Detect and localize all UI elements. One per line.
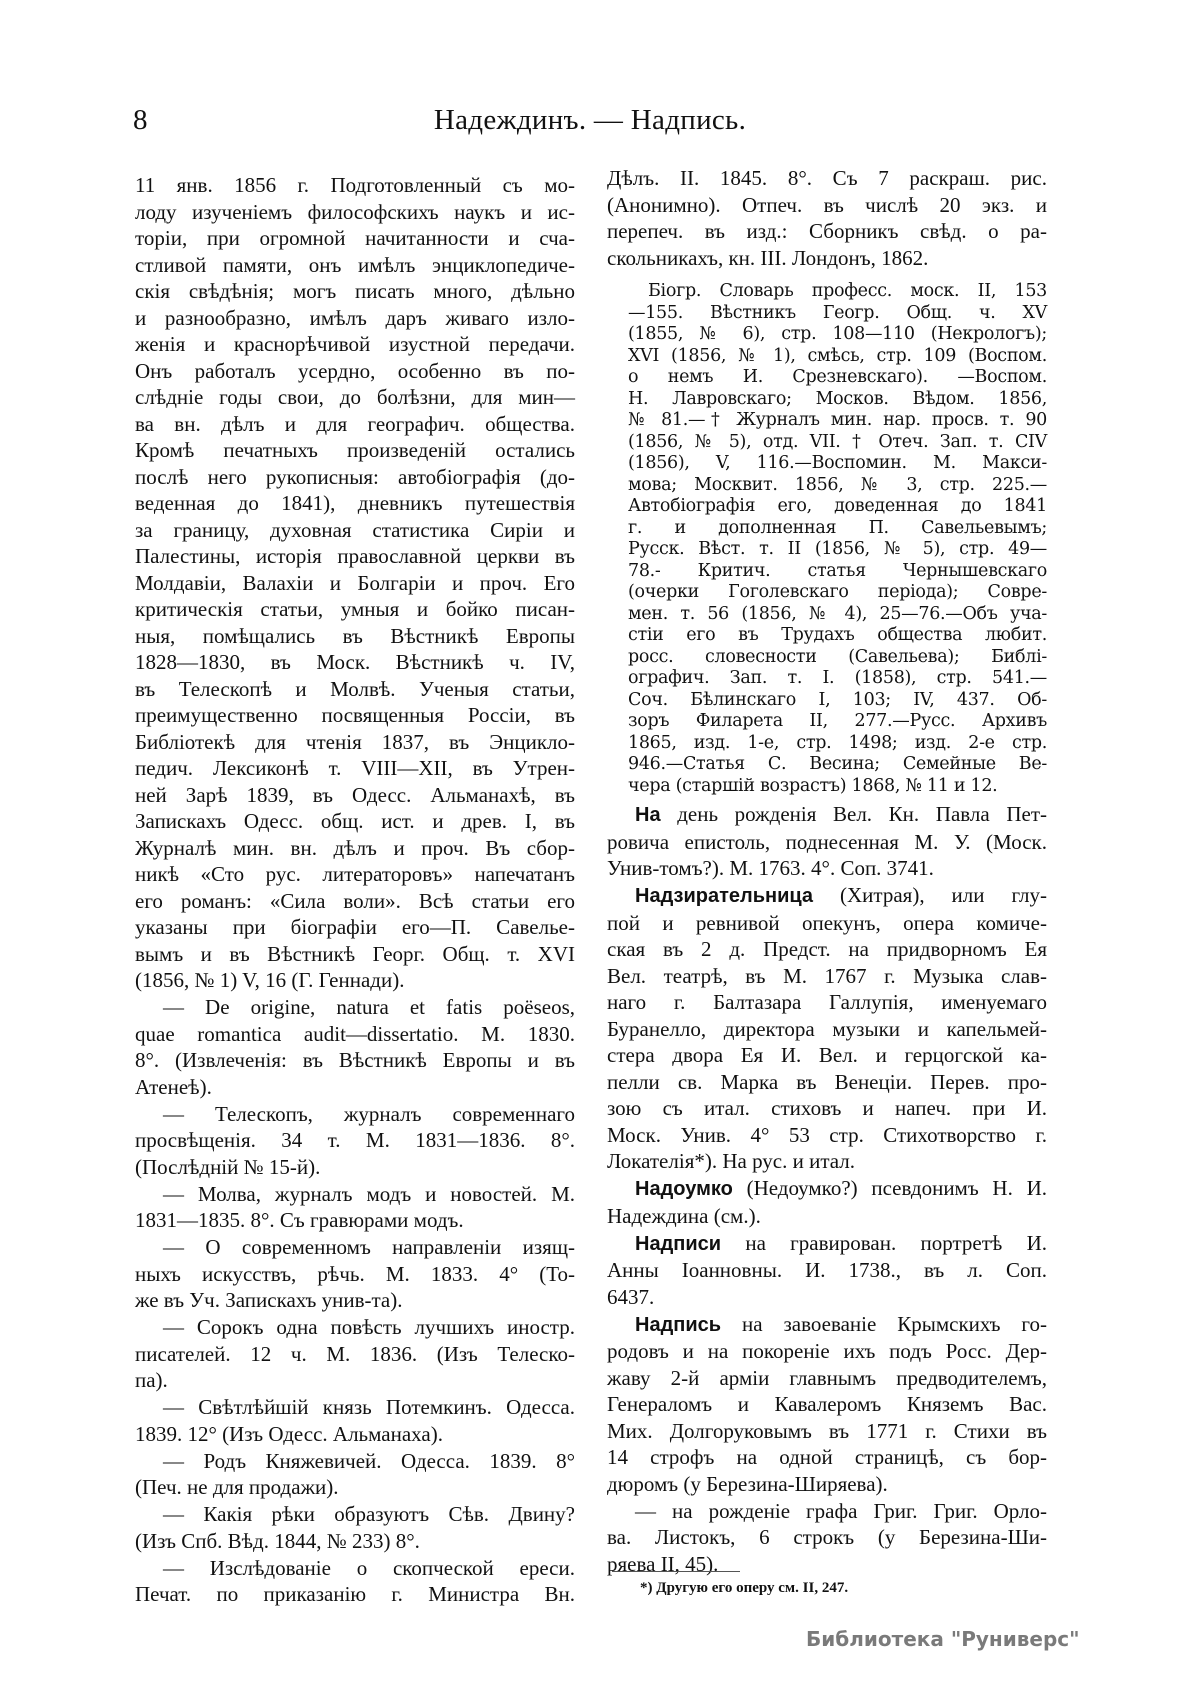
text-line: писателей. 12 ч. М. 1836. (Изъ Телеско- bbox=[135, 1341, 575, 1366]
text-line: Вел. театрѣ, въ М. 1767 г. Музыка слав- bbox=[607, 963, 1047, 988]
text-line: (Анонимно). Отпеч. въ числѣ 20 экз. и bbox=[607, 192, 1047, 217]
left-column bbox=[135, 172, 575, 1608]
text-line bbox=[607, 1311, 1047, 1339]
text-line: — Какія рѣки образуютъ Сѣв. Двину? bbox=[163, 1502, 575, 1526]
text-line: Автобіографія его, доведенная до 1841 bbox=[628, 496, 1047, 516]
text-line: женія и краснорѣчивой изустной передачи. bbox=[135, 332, 575, 356]
text-line: ографич. Зап. т. I. (1858), стр. 541.— bbox=[628, 668, 1047, 688]
entry-headword: Надписи bbox=[635, 1232, 722, 1255]
text-line: просвѣщенія. 34 т. М. 1831—1836. 8°. bbox=[135, 1128, 575, 1152]
entry-headword: Надоумко bbox=[635, 1178, 733, 1200]
text-line: веденная до 1841), дневникъ путешествія bbox=[135, 491, 575, 515]
text-line: ва. Листокъ, 6 строкъ (у Березина-Ши- bbox=[607, 1525, 1047, 1549]
text-line: 78.- Критич. статья Чернышевскаго bbox=[628, 560, 1047, 581]
text-line bbox=[607, 801, 1047, 829]
bibliography-block bbox=[607, 281, 1047, 797]
text-line: — Свѣтлѣйшій князь Потемкинъ. Одесса. bbox=[163, 1395, 575, 1419]
text-line: Мих. Долгоруковымъ въ 1771 г. Стихи въ bbox=[607, 1418, 1047, 1443]
text-line: (Печ. не для продажи). bbox=[135, 1475, 339, 1499]
text-line bbox=[607, 1230, 1047, 1258]
text-line: Запискахъ Одесс. общ. ист. и древ. I, въ bbox=[135, 809, 575, 833]
entry-text: (Недоумко?) псевдонимъ Н. И. bbox=[732, 1176, 1047, 1200]
text-line: Дѣлъ. II. 1845. 8°. Съ 7 раскраш. рис. bbox=[607, 166, 1047, 190]
text-line: Унив-томъ?). М. 1763. 4°. Соп. 3741. bbox=[607, 856, 934, 880]
text-line: Локателія*). На рус. и итал. bbox=[607, 1149, 856, 1173]
text-line: — на рожденіе графа Григ. Григ. Орло- bbox=[635, 1498, 1047, 1523]
paragraph bbox=[135, 1314, 575, 1394]
text-line: Моск. Унив. 4° 53 стр. Стихотворство г. bbox=[607, 1122, 1047, 1147]
text-line: Молдавіи, Валахіи и Болгаріи и проч. Его bbox=[135, 570, 575, 595]
paragraph bbox=[135, 1555, 575, 1608]
paragraph bbox=[135, 1234, 575, 1314]
page-number: 8 bbox=[133, 104, 148, 136]
footnote-divider bbox=[612, 1571, 740, 1572]
text-line: скольникахъ, кн. III. Лондонъ, 1862. bbox=[607, 245, 929, 270]
text-line: Русск. Вѣст. т. II (1856, № 5), стр. 49— bbox=[628, 539, 1047, 559]
text-line: слѣдніе годы свои, до болѣзни, для мин— bbox=[135, 385, 575, 409]
entry-headword: Надпись bbox=[635, 1313, 722, 1336]
text-line: (1856), V, 116.—Воспомин. М. Макси- bbox=[628, 453, 1047, 473]
text-line: — Изслѣдованіе о скопческой ереси. bbox=[163, 1555, 575, 1580]
text-line: па). bbox=[135, 1368, 168, 1392]
text-line: пелли св. Марка въ Венеціи. Перев. про- bbox=[607, 1069, 1047, 1094]
entry-headword: На bbox=[635, 804, 661, 826]
text-line: критическія статьи, умныя и бойко писан- bbox=[135, 597, 575, 621]
text-line: —155. Вѣстникъ Геогр. Общ. ч. XV bbox=[628, 302, 1047, 323]
right-column bbox=[607, 165, 1047, 1578]
text-line: Соч. Бѣлинскаго I, 103; IV, 437. Об- bbox=[628, 689, 1047, 710]
paragraph bbox=[135, 172, 575, 994]
entry-text: на завоеваніе Крымскихъ го- bbox=[721, 1311, 1047, 1336]
text-line: г. и дополненная П. Савельевымъ; bbox=[628, 517, 1047, 538]
text-line: ряева II, 45). bbox=[607, 1551, 719, 1576]
text-line: никѣ «Сто рус. литераторовъ» напечатанъ bbox=[135, 862, 575, 886]
text-line: Анны Іоанновны. И. 1738., въ л. Соп. bbox=[607, 1258, 1047, 1282]
text-line: Кромѣ печатныхъ произведеній остались bbox=[135, 438, 575, 462]
entry-text: день рожденія Вел. Кн. Павла Пет- bbox=[660, 802, 1047, 826]
text-line: 1839. 12° (Изъ Одесс. Альманаха). bbox=[135, 1421, 443, 1446]
text-line bbox=[607, 1175, 1047, 1203]
text-line: указаны при біографіи его—П. Савелье- bbox=[135, 915, 575, 939]
text-line: ныя, помѣщались въ Вѣстникѣ Европы bbox=[135, 623, 575, 648]
text-line: зоръ Филарета II, 277.—Русс. Архивъ bbox=[628, 711, 1047, 731]
text-line: скія свѣдѣнія; могъ писать много, дѣльно bbox=[135, 279, 575, 303]
text-line: о немъ И. Срезневскаго). —Воспом. bbox=[628, 367, 1047, 387]
text-line: Библіотекѣ для чтенія 1837, въ Энцикло- bbox=[135, 729, 575, 754]
text-line: чера (старшій возрастъ) 1868, № 11 и 12. bbox=[628, 775, 998, 796]
text-line: (1856, № 5), отд. VII. † Отеч. Зап. т. CIV bbox=[628, 431, 1047, 452]
text-line: 8°. (Извлеченія: въ Вѣстникѣ Европы и въ bbox=[135, 1048, 575, 1072]
text-line: вымъ и въ Вѣстникѣ Георг. Общ. т. XVI bbox=[135, 941, 575, 966]
text-line: жаву 2-й арміи главнымъ предводителемъ, bbox=[607, 1365, 1047, 1390]
text-line: Біогр. Словарь професс. моск. II, 153 bbox=[648, 281, 1047, 301]
text-line: 11 янв. 1856 г. Подготовленный съ мо- bbox=[135, 173, 575, 197]
text-line: (1855, № 6), стр. 108—110 (Некрологъ); bbox=[628, 324, 1047, 344]
text-line: № 81.—† Журналъ мин. нар. просв. т. 90 bbox=[628, 410, 1047, 430]
text-line: XVI (1856, № 1), смѣсь, стр. 109 (Воспом. bbox=[628, 345, 1047, 366]
text-line: за границу, духовная статистика Сиріи и bbox=[135, 517, 575, 542]
text-line: стливой памяти, онъ имѣлъ энциклопедиче- bbox=[135, 252, 575, 277]
text-line: Палестины, исторія православной церкви въ bbox=[135, 544, 575, 568]
text-line: зою съ итал. стиховъ и напеч. при И. bbox=[607, 1096, 1047, 1120]
entry bbox=[607, 801, 1047, 882]
text-line: Надеждина (см.). bbox=[607, 1203, 761, 1228]
entry bbox=[607, 882, 1047, 1175]
text-line bbox=[607, 882, 1047, 910]
text-line: ва вн. дѣлъ и для географич. общества. bbox=[135, 411, 575, 436]
paragraph bbox=[135, 994, 575, 1100]
text-line: же въ Уч. Запискахъ унив-та). bbox=[135, 1288, 403, 1312]
text-line: перепеч. въ изд.: Сборникъ свѣд. о ра- bbox=[607, 219, 1047, 243]
entry-headword: Надзирательница bbox=[635, 885, 814, 907]
text-line: ней Зарѣ 1839, въ Одесс. Альманахѣ, въ bbox=[135, 782, 575, 807]
text-line: педич. Лексиконѣ т. VIII—XII, въ Утрен- bbox=[135, 756, 575, 780]
text-line: — Родъ Княжевичей. Одесса. 1839. 8° bbox=[163, 1448, 575, 1473]
text-line: — Телескопъ, журналъ современнаго bbox=[163, 1101, 575, 1126]
text-line: Генераломъ и Кавалеромъ Княземъ Вас. bbox=[607, 1392, 1047, 1416]
paragraph bbox=[607, 1498, 1047, 1578]
text-line: въ Телескопѣ и Молвѣ. Ученыя статьи, bbox=[135, 676, 575, 701]
text-line: Н. Лавровскаго; Москов. Вѣдом. 1856, bbox=[628, 388, 1047, 409]
text-line: наго г. Балтазара Галлупія, именуемаго bbox=[607, 990, 1047, 1014]
text-line: лоду изученіемъ философскихъ наукъ и ис- bbox=[135, 199, 575, 224]
text-line: 1828—1830, въ Моск. Вѣстникѣ ч. IV, bbox=[135, 650, 575, 674]
text-line: (1856, № 1) V, 16 (Г. Геннади). bbox=[135, 968, 405, 992]
text-line: мен. т. 56 (1856, № 4), 25—76.—Объ уча- bbox=[628, 603, 1047, 624]
text-line: послѣ него рукописныя: автобіографія (до- bbox=[135, 464, 575, 489]
text-line: quae romantica audit—dissertatio. M. 1830. bbox=[135, 1021, 575, 1046]
text-line: 1831—1835. 8°. Съ гравюрами модъ. bbox=[135, 1208, 464, 1232]
text-line: — Сорокъ одна повѣсть лучшихъ иностр. bbox=[163, 1315, 575, 1339]
entry-text: (Хитрая), или глу- bbox=[813, 883, 1047, 907]
text-line: дюромъ (у Березина-Ширяева). bbox=[607, 1471, 888, 1496]
text-line: стіи его въ Трудахъ общества любит. bbox=[628, 625, 1047, 645]
text-line: Буранелло, директора музыки и капельмей- bbox=[607, 1016, 1047, 1041]
paragraph bbox=[135, 1501, 575, 1554]
entry-text: на гравирован. портретѣ И. bbox=[721, 1230, 1047, 1255]
text-line: (Послѣдній № 15-й). bbox=[135, 1154, 321, 1179]
text-line: Онъ работалъ усердно, особенно въ по- bbox=[135, 358, 575, 383]
entry bbox=[607, 1175, 1047, 1229]
text-line: (очерки Гоголевскаго періода); Совре- bbox=[628, 582, 1047, 602]
text-line: Печат. по приказанію г. Министра Вн. bbox=[135, 1582, 575, 1606]
text-line: и разнообразно, имѣлъ даръ живаго изло- bbox=[135, 305, 575, 330]
text-line: торіи, при огромной начитанности и сча- bbox=[135, 226, 575, 250]
text-line: 1865, изд. 1-е, стр. 1498; изд. 2-е стр. bbox=[628, 732, 1047, 753]
text-line: — Молва, журналъ модъ и новостей. М. bbox=[163, 1181, 575, 1206]
text-line: ровича епистоль, поднесенная М. У. (Моск. bbox=[607, 829, 1047, 854]
text-line: Атенеѣ). bbox=[135, 1074, 212, 1099]
text-line: — О современномъ направленіи изящ- bbox=[163, 1235, 575, 1259]
text-line: Журналѣ мин. вн. дѣлъ и проч. Въ сбор- bbox=[135, 835, 575, 860]
text-line: родовъ и на покореніе ихъ подъ Росс. Дер- bbox=[607, 1339, 1047, 1363]
paragraph bbox=[607, 165, 1047, 271]
text-line: ская въ 2 д. Предст. на придворномъ Ея bbox=[607, 937, 1047, 961]
text-line: 6437. bbox=[607, 1284, 655, 1309]
text-line: (Изъ Спб. Вѣд. 1844, № 233) 8°. bbox=[135, 1528, 420, 1553]
text-line: 14 строфъ на одной страницѣ, съ бор- bbox=[607, 1445, 1047, 1469]
entry bbox=[607, 1311, 1047, 1498]
text-line: его романъ: «Сила воли». Всѣ статьи его bbox=[135, 888, 575, 913]
text-line: ныхъ искусствъ, рѣчь. М. 1833. 4° (То- bbox=[135, 1261, 575, 1286]
footnote: *) Другую его оперу см. II, 247. bbox=[640, 1580, 849, 1596]
entry bbox=[607, 1230, 1047, 1311]
paragraph bbox=[135, 1181, 575, 1234]
text-line: преимущественно посвященныя Россіи, въ bbox=[135, 703, 575, 727]
text-line: — De origine, natura et fatis poëseos, bbox=[163, 995, 575, 1019]
running-title: Надеждинъ. — Надпись. bbox=[433, 104, 747, 136]
paragraph bbox=[135, 1448, 575, 1501]
text-line: росс. словесности (Савельева); Библі- bbox=[628, 646, 1047, 667]
text-line: 946.—Статья С. Весина; Семейные Ве- bbox=[628, 754, 1047, 774]
text-line: мова; Москвит. 1856, № 3, стр. 225.— bbox=[628, 474, 1047, 495]
library-watermark: Библиотека "Руниверс" bbox=[806, 1627, 1080, 1651]
text-line: пой и ревнивой опекунъ, опера комиче- bbox=[607, 910, 1047, 935]
paragraph bbox=[135, 1394, 575, 1447]
paragraph bbox=[135, 1101, 575, 1181]
text-line: стера двора Ея И. Вел. и герцогской ка- bbox=[607, 1043, 1047, 1067]
